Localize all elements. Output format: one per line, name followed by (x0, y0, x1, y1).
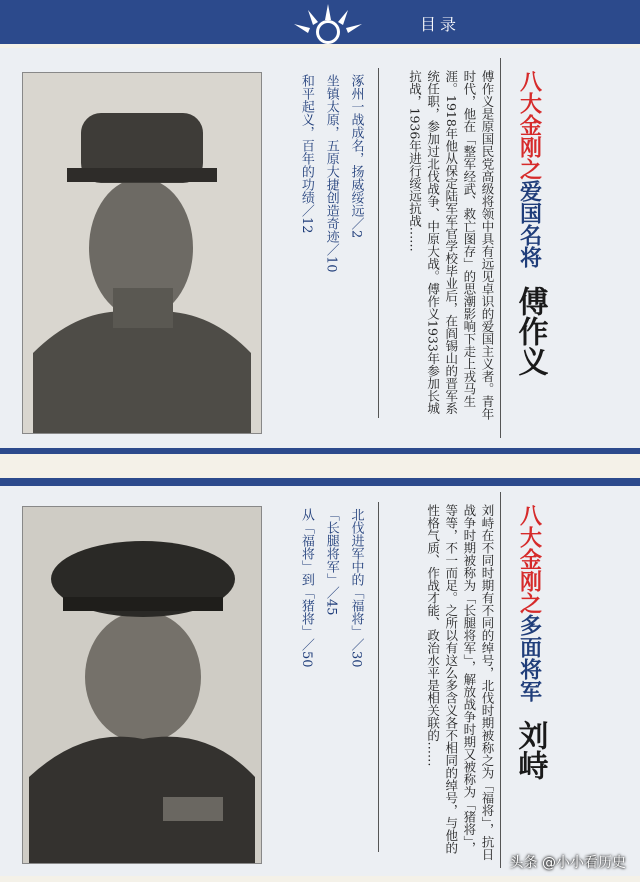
header-banner (0, 0, 640, 44)
portrait-fu-zuoyi (22, 72, 262, 434)
section-liu-zhi (0, 486, 640, 876)
summary-text: 傅作义是原国民党高级将领中具有远见卓识的爱国主义者。青年时代，他在「整军经武、救亡图存」的思潮影响下走上戎马生涯。1918年他从保定陆军军官学校毕业后，在阎锡山的晋军系统任职，参加过北伐战争、中原大战。傅作义1933年参加长城抗战，1936年进行绥远抗战…… (407, 70, 495, 420)
toc-item[interactable]: 和平起义，百年的功绩／12 (298, 74, 314, 234)
heading-prefix: 八大金刚之 (516, 504, 543, 614)
toc-item[interactable]: 「长腿将军」／45 (323, 508, 339, 616)
general-name: 刘峙 (512, 719, 548, 780)
summary-text: 刘峙在不同时期有不同的绰号，北伐时期被称之为「福将」，抗日战争时期被称为「长腿将军」，解放战争时期又被称为「猪将」，等等，不一而足。之所以有这么多含义各不相同的绰号，与他的性格气质、作战才能、政治水平是相关联的…… (425, 504, 495, 861)
toc-item[interactable]: 从「福将」到「猪将」／50 (298, 508, 314, 668)
section-heading (517, 70, 543, 276)
toc-list (290, 508, 365, 808)
toc-item[interactable]: 北伐进军中的「福将」／30 (348, 508, 364, 668)
heading-rest: 多面将军 (516, 614, 543, 702)
heading-prefix: 八大金刚之 (516, 70, 543, 180)
toc-item[interactable]: 涿州一战成名，扬威绥远／2 (348, 74, 364, 239)
divider-line (500, 492, 501, 868)
section-heading (517, 504, 543, 710)
page-title: 目录 (420, 15, 461, 34)
section-divider (0, 478, 640, 486)
watermark-label: 头条 @小小看历史 (509, 855, 626, 871)
toc-list (290, 74, 365, 374)
portrait-liu-zhi (22, 506, 262, 864)
heading-rest: 爱国名将 (516, 180, 543, 268)
divider-line (378, 502, 379, 852)
section-fu-zuoyi (0, 48, 640, 448)
divider-line (378, 68, 379, 418)
divider-line (500, 58, 501, 438)
general-name: 傅作义 (512, 285, 548, 376)
heading-block (508, 504, 552, 864)
sun-emblem-icon (288, 2, 368, 48)
toc-item[interactable]: 坐镇太原，五原大捷创造奇迹／10 (323, 74, 339, 273)
heading-block (508, 70, 552, 430)
section-divider (0, 448, 640, 454)
